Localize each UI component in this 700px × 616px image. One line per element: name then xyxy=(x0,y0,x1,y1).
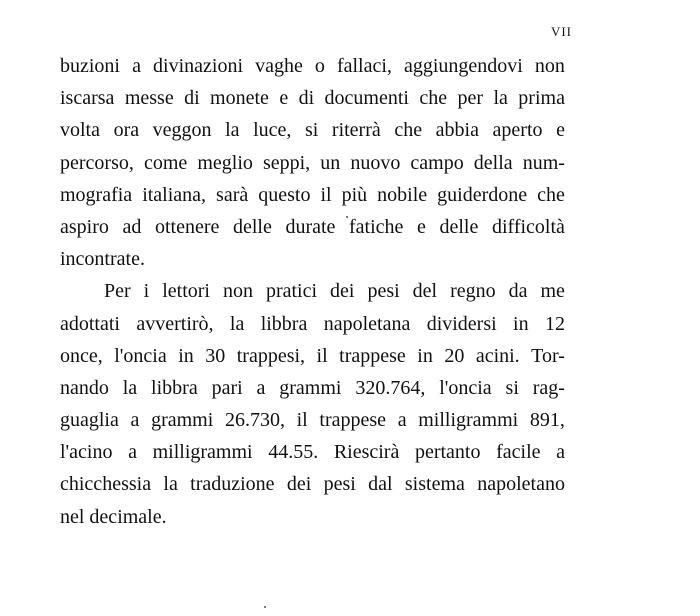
print-speck xyxy=(264,606,266,608)
text-line xyxy=(60,372,565,404)
text-line xyxy=(60,468,565,500)
word: trappese xyxy=(319,409,387,432)
word: trappesi, xyxy=(236,344,306,367)
word: l'oncia xyxy=(439,376,492,399)
word: 26.730, xyxy=(224,409,285,432)
word: ora xyxy=(113,119,140,142)
word: seppi, xyxy=(262,151,311,174)
word: la xyxy=(229,312,245,335)
word: sistema xyxy=(404,473,465,496)
word: Riescirà xyxy=(333,441,400,464)
word: libbra xyxy=(151,376,198,399)
word: aspiro xyxy=(60,215,109,238)
word: num- xyxy=(522,151,565,174)
word: pesi xyxy=(367,280,400,303)
word: pesi xyxy=(323,473,356,496)
word: che xyxy=(419,87,448,110)
text-line: incontrate. xyxy=(60,248,145,271)
word: messe xyxy=(124,87,174,110)
word: italiana, xyxy=(142,183,207,206)
word: avvertirò, xyxy=(136,312,214,335)
word: a xyxy=(397,409,407,432)
word: trappese xyxy=(339,344,406,367)
word: non xyxy=(222,280,253,303)
word: a xyxy=(132,55,141,77)
word: a xyxy=(556,441,565,464)
text-line xyxy=(60,82,565,114)
word: campo xyxy=(410,151,464,174)
word: pratici xyxy=(265,280,318,303)
body-text xyxy=(60,50,565,533)
word: mografia xyxy=(60,183,133,206)
text-line xyxy=(60,211,565,243)
word: veggon xyxy=(152,119,212,142)
text-line: nel decimale. xyxy=(60,505,167,528)
text-line xyxy=(60,147,565,179)
word: ottenere xyxy=(154,215,220,238)
word: napoletana xyxy=(323,312,411,335)
word: guiderdone xyxy=(437,183,528,206)
word: dividersi xyxy=(426,312,497,335)
word: once, xyxy=(60,344,103,367)
word: del xyxy=(412,280,438,303)
word: luce, xyxy=(253,119,292,142)
word: 44.55. xyxy=(268,441,319,464)
word: aperto xyxy=(492,119,543,142)
word: a xyxy=(128,441,137,464)
word: fatiche xyxy=(349,215,404,238)
word: Tor- xyxy=(531,344,565,367)
word: Per xyxy=(104,280,131,303)
word: e xyxy=(556,119,565,142)
word: riterrà xyxy=(331,119,381,142)
word: guaglia xyxy=(60,409,119,432)
text-line xyxy=(60,50,565,82)
word: a xyxy=(130,409,140,432)
word: o xyxy=(314,55,325,77)
word: 320.764, xyxy=(355,376,426,399)
word: ad xyxy=(122,215,142,238)
word: l'oncia xyxy=(114,344,167,367)
word: sarà xyxy=(216,183,249,206)
word: durate xyxy=(285,215,336,238)
word: la xyxy=(122,376,138,399)
text-line xyxy=(60,114,565,146)
word: dei xyxy=(286,473,312,496)
word: 20 xyxy=(444,344,465,367)
word: pari xyxy=(211,376,243,399)
word: milligrammi xyxy=(418,409,519,432)
word: documenti xyxy=(324,87,409,110)
text-line xyxy=(60,436,565,468)
word: dei xyxy=(330,280,355,303)
word: la xyxy=(493,87,508,110)
word: che xyxy=(537,183,565,206)
word: questo xyxy=(258,183,311,206)
word: un xyxy=(320,151,341,174)
word: difficoltà xyxy=(491,215,565,238)
word: la xyxy=(163,473,178,496)
text-line xyxy=(60,340,565,372)
word: di xyxy=(184,87,200,110)
word: facile xyxy=(496,441,541,464)
word: libbra xyxy=(260,312,308,335)
word: adottati xyxy=(60,312,120,335)
word: fallaci, xyxy=(336,55,392,77)
word: buzioni xyxy=(60,55,120,77)
word: come xyxy=(143,151,188,174)
word: nuovo xyxy=(350,151,401,174)
word: percorso, xyxy=(60,151,134,174)
word: il xyxy=(320,183,332,206)
word: delle xyxy=(439,215,479,238)
word: da xyxy=(508,280,528,303)
word: in xyxy=(178,344,194,367)
text-line xyxy=(60,179,565,211)
word: e xyxy=(417,215,426,238)
word: iscarsa xyxy=(60,87,115,110)
word: si xyxy=(305,119,319,142)
word: nando xyxy=(60,376,109,399)
word: il xyxy=(316,344,328,367)
word: aggiungendovi xyxy=(403,55,523,77)
word: il xyxy=(296,409,308,432)
word: che xyxy=(394,119,423,142)
word: me xyxy=(540,280,565,303)
word: monete xyxy=(210,87,269,110)
text-line xyxy=(60,308,565,340)
word: meglio xyxy=(197,151,253,174)
word: grammi xyxy=(279,376,342,399)
word: a xyxy=(256,376,266,399)
word: grammi xyxy=(151,409,214,432)
word: 30 xyxy=(205,344,226,367)
print-speck xyxy=(346,216,348,218)
word: dal xyxy=(368,473,393,496)
word: traduzione xyxy=(190,473,275,496)
word: per xyxy=(457,87,484,110)
word: chicchessia xyxy=(60,473,152,496)
word: 12 xyxy=(544,312,565,335)
word: divinazioni xyxy=(153,55,243,77)
paragraph-2 xyxy=(60,275,565,533)
word: prima xyxy=(518,87,565,110)
word: non xyxy=(534,55,565,77)
word: abbia xyxy=(435,119,479,142)
word: nobile xyxy=(377,183,428,206)
word: più xyxy=(341,183,368,206)
word: vaghe xyxy=(255,55,303,77)
text-line xyxy=(60,275,565,307)
word: regno xyxy=(450,280,496,303)
word: e xyxy=(279,87,289,110)
word: rag- xyxy=(532,376,565,399)
word: 891, xyxy=(529,409,565,432)
word: pertanto xyxy=(414,441,481,464)
word: si xyxy=(505,376,519,399)
paragraph-1 xyxy=(60,50,565,275)
word: lettori xyxy=(162,280,210,303)
word: della xyxy=(473,151,513,174)
word: napoletano xyxy=(477,473,565,496)
word: volta xyxy=(60,119,100,142)
word: in xyxy=(417,344,433,367)
word: l'acino xyxy=(60,441,113,464)
page-number: VII xyxy=(550,24,572,39)
word: i xyxy=(143,280,150,303)
word: delle xyxy=(232,215,272,238)
word: milligrammi xyxy=(152,441,253,464)
word: di xyxy=(298,87,315,110)
word: la xyxy=(225,119,240,142)
text-line xyxy=(60,404,565,436)
word: in xyxy=(513,312,529,335)
word: acini. xyxy=(475,344,520,367)
